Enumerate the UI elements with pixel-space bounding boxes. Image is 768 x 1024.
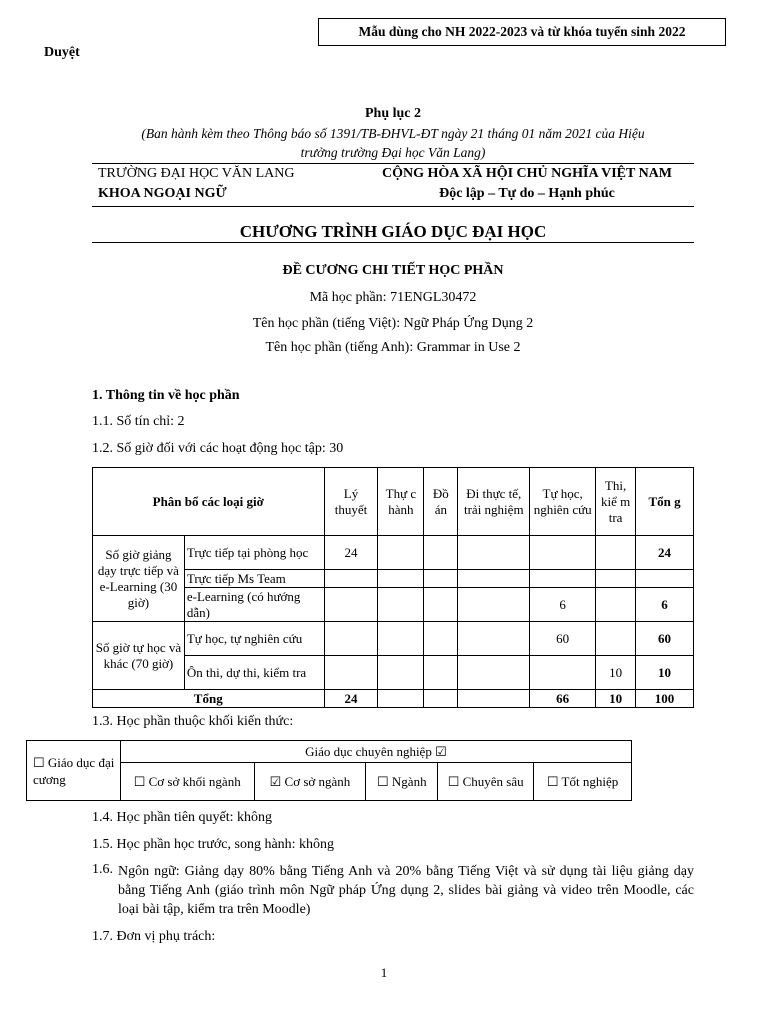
language-number: 1.6. xyxy=(92,862,113,877)
knowledge-general: ☐ Giáo dục đại cương xyxy=(27,741,121,801)
cell-selfstudy xyxy=(530,570,596,588)
cell-field xyxy=(458,570,530,588)
row-label: Tự học, tự nghiên cứu xyxy=(184,622,324,656)
cell-practice xyxy=(378,656,424,690)
option-major: ☐ Ngành xyxy=(366,763,438,801)
cell-exam xyxy=(596,622,636,656)
template-notice-box: Mẫu dùng cho NH 2022-2023 và từ khóa tuyển sinh 2022 xyxy=(318,18,726,46)
prerequisite-line: 1.4. Học phần tiên quyết: không xyxy=(92,810,273,825)
cell-project xyxy=(424,656,458,690)
hours-header-group: Phân bổ các loại giờ xyxy=(93,468,325,536)
knowledge-label: 1.3. Học phần thuộc khối kiến thức: xyxy=(92,714,294,729)
option-major-base: ☑ Cơ sở ngành xyxy=(254,763,366,801)
cell-selfstudy xyxy=(530,656,596,690)
cell-theory xyxy=(324,622,378,656)
sum-project xyxy=(424,690,458,708)
hours-header-exam: Thi, kiể m tra xyxy=(596,468,636,536)
syllabus-title: ĐỀ CƯƠNG CHI TIẾT HỌC PHẦN xyxy=(282,263,504,278)
hours-header-project: Đồ án xyxy=(424,468,458,536)
table-row xyxy=(93,622,694,656)
cell-practice xyxy=(378,622,424,656)
sum-field xyxy=(458,690,530,708)
hours-sum-row xyxy=(93,690,694,708)
cell-theory: 24 xyxy=(324,536,378,570)
cell-total: 6 xyxy=(636,588,694,622)
cell-project xyxy=(424,570,458,588)
cell-field xyxy=(458,588,530,622)
unit-line: 1.7. Đơn vị phụ trách: xyxy=(92,929,216,944)
hours-table xyxy=(92,467,694,708)
row-label: e-Learning (có hướng dẫn) xyxy=(184,588,324,622)
cell-theory xyxy=(324,588,378,622)
knowledge-table xyxy=(26,740,632,801)
cell-practice xyxy=(378,570,424,588)
row-label: Trực tiếp tại phòng học xyxy=(184,536,324,570)
course-code: Mã học phần: 71ENGL30472 xyxy=(309,290,477,305)
cell-project xyxy=(424,622,458,656)
appendix-subtitle-2: trưởng trường Đại học Văn Lang) xyxy=(300,145,486,160)
option-specialized: ☐ Chuyên sâu xyxy=(438,763,534,801)
knowledge-professional: Giáo dục chuyên nghiệp ☑ xyxy=(120,741,631,763)
option-field-base: ☐ Cơ sở khối ngành xyxy=(120,763,254,801)
divider-program xyxy=(92,242,694,243)
cell-exam xyxy=(596,588,636,622)
cell-field xyxy=(458,536,530,570)
motto: Độc lập – Tự do – Hạnh phúc xyxy=(439,186,615,201)
country-name: CỘNG HÒA XÃ HỘI CHỦ NGHĨA VIỆT NAM xyxy=(381,166,672,181)
course-name-en: Tên học phần (tiếng Anh): Grammar in Use 2 xyxy=(265,340,521,355)
approved-label: Duyệt xyxy=(44,45,80,60)
sum-label: Tổng xyxy=(93,690,325,708)
sum-total: 100 xyxy=(636,690,694,708)
cell-theory xyxy=(324,656,378,690)
cell-project xyxy=(424,536,458,570)
language-paragraph: Ngôn ngữ: Giảng dạy 80% bằng Tiếng Anh và 20% bằng Tiếng Việt và sử dụng tài liệu giảng dạy bằng Tiếng Anh (giáo trình môn Ngữ pháp Ứng dụng 2, slides bài giảng và video trên Moodle, các loại bài tập, kiểm tra trên Moodle) xyxy=(118,864,694,917)
cell-field xyxy=(458,622,530,656)
cell-selfstudy: 6 xyxy=(530,588,596,622)
appendix-title: Phụ lục 2 xyxy=(364,106,421,121)
cell-exam xyxy=(596,536,636,570)
sum-selfstudy: 66 xyxy=(530,690,596,708)
cell-total: 24 xyxy=(636,536,694,570)
cell-exam xyxy=(596,570,636,588)
cell-field xyxy=(458,656,530,690)
appendix-subtitle-1: (Ban hành kèm theo Thông báo số 1391/TB-ĐHVL-ĐT ngày 21 tháng 01 năm 2021 của Hiệu xyxy=(141,126,645,141)
hours-header-practice: Thự c hành xyxy=(378,468,424,536)
page-number: 1 xyxy=(380,965,388,980)
option-graduation: ☐ Tốt nghiệp xyxy=(534,763,632,801)
divider-header xyxy=(92,206,694,207)
faculty-name: KHOA NGOẠI NGỮ xyxy=(98,186,227,201)
divider-top xyxy=(92,163,694,164)
university-name: TRƯỜNG ĐẠI HỌC VĂN LANG xyxy=(98,166,295,181)
cell-selfstudy xyxy=(530,536,596,570)
hours-header-selfstudy: Tự học, nghiên cứu xyxy=(530,468,596,536)
hours-header-theory: Lý thuyết xyxy=(324,468,378,536)
program-title: CHƯƠNG TRÌNH GIÁO DỤC ĐẠI HỌC xyxy=(239,222,547,241)
sum-exam: 10 xyxy=(596,690,636,708)
cell-selfstudy: 60 xyxy=(530,622,596,656)
cell-total: 60 xyxy=(636,622,694,656)
row-label: Trực tiếp Ms Team xyxy=(184,570,324,588)
table-row xyxy=(93,536,694,570)
knowledge-row-top xyxy=(27,741,632,763)
cell-practice xyxy=(378,588,424,622)
prior-course-line: 1.5. Học phần học trước, song hành: không xyxy=(92,837,335,852)
cell-project xyxy=(424,588,458,622)
cell-theory xyxy=(324,570,378,588)
hours-header-field: Đi thực tế, trải nghiệm xyxy=(458,468,530,536)
sum-theory: 24 xyxy=(324,690,378,708)
row-label: Ôn thi, dự thi, kiểm tra xyxy=(184,656,324,690)
hours-header-row xyxy=(93,468,694,536)
credits-line: 1.1. Số tín chỉ: 2 xyxy=(92,414,185,429)
group-direct-elearning: Số giờ giảng dạy trực tiếp và e-Learning (30 giờ) xyxy=(93,536,185,622)
cell-total: 10 xyxy=(636,656,694,690)
course-name-vi: Tên học phần (tiếng Việt): Ngữ Pháp Ứng Dụng 2 xyxy=(252,316,534,331)
hours-line: 1.2. Số giờ đối với các hoạt động học tập: 30 xyxy=(92,441,344,456)
cell-practice xyxy=(378,536,424,570)
hours-header-total: Tổn g xyxy=(636,468,694,536)
cell-total xyxy=(636,570,694,588)
group-self-study: Số giờ tự học và khác (70 giờ) xyxy=(93,622,185,690)
cell-exam: 10 xyxy=(596,656,636,690)
section-1-heading: 1. Thông tin về học phần xyxy=(92,388,240,403)
sum-practice xyxy=(378,690,424,708)
